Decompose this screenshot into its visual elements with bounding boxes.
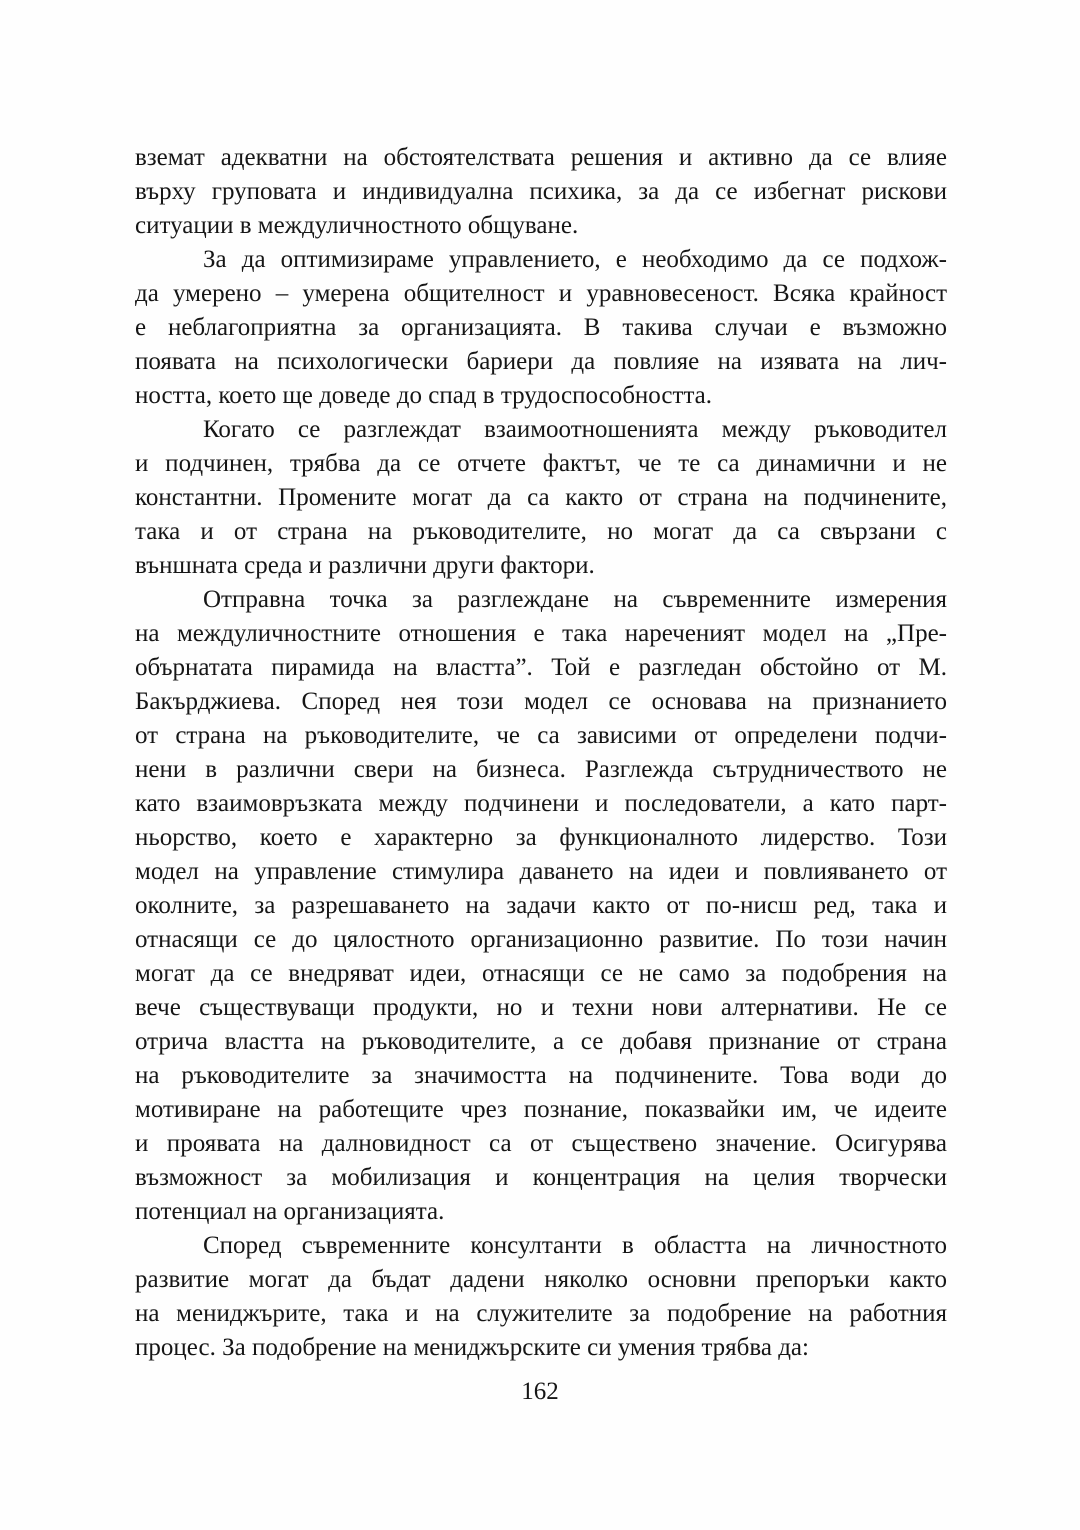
text-line: могат да се внедряват идеи, отнасящи се не само за подобрения на (135, 960, 947, 987)
text-line: процес. За подобрение на мениджърските си умения трябва да: (135, 1334, 809, 1361)
text-line: модел на управление стимулира даването на идеи и повлияването от (135, 858, 947, 885)
text-line: отрича властта на ръководителите, а се добавя признание от страна (135, 1028, 947, 1055)
text-line: ситуации в междуличностното общуване. (135, 212, 579, 239)
text-line: Отправна точка за разглеждане на съвременните измерения (203, 586, 947, 613)
text-line: Когато се разглеждат взаимоотношенията между ръководител (203, 416, 947, 443)
text-line: и подчинен, трябва да се отчете фактът, че те са динамични и не (135, 450, 947, 477)
text-line: потенциал на организацията. (135, 1198, 445, 1225)
text-line: вземат адекватни на обстоятелствата решения и активно да се влияе (135, 144, 947, 171)
text-line: появата на психологически бариери да повлияе на изявата на лич- (135, 348, 947, 375)
text-line: отнасящи се до цялостното организационно развитие. По този начин (135, 926, 947, 953)
text-line: е неблагоприятна за организацията. В такива случаи е възможно (135, 314, 947, 341)
text-line: развитие могат да бъдат дадени няколко основни препоръки както (135, 1266, 947, 1293)
text-line: от страна на ръководителите, че са зависими от определени подчи- (135, 722, 947, 749)
text-line: на ръководителите за значимостта на подчинените. Това води до (135, 1062, 947, 1089)
text-line: и проявата на далновидност са от съществено значение. Осигурява (135, 1130, 947, 1157)
text-block (135, 141, 947, 1365)
text-line: на мениджърите, така и на служителите за подобрение на работния (135, 1300, 947, 1327)
text-line: константни. Промените могат да са както от страна на подчинените, (135, 484, 947, 511)
text-line: на междуличностните отношения е така нареченият модел на „Пре- (135, 620, 947, 647)
page-number: 162 (521, 1378, 559, 1405)
text-line: Бакърджиева. Според нея този модел се основава на признанието (135, 688, 947, 715)
text-line: обърнатата пирамида на властта”. Той е разгледан обстойно от М. (135, 654, 947, 681)
text-line: ността, което ще доведе до спад в трудоспособността. (135, 382, 713, 409)
text-line: да умерено – умерена общителност и уравновесеност. Всяка крайност (135, 280, 947, 307)
text-line: За да оптимизираме управлението, е необходимо да се подхож- (203, 246, 947, 273)
text-line: Според съвременните консултанти в областта на личностното (203, 1232, 947, 1259)
text-line: върху груповата и индивидуална психика, за да се избегнат рискови (135, 178, 947, 205)
text-line: така и от страна на ръководителите, но могат да са свързани с (135, 518, 947, 545)
text-line: нени в различни свери на бизнеса. Разглежда сътрудничеството не (135, 756, 947, 783)
text-line: като взаимовръзката между подчинени и последователи, а като парт- (135, 790, 947, 817)
text-line: външната среда и различни други фактори. (135, 552, 595, 579)
text-line: вече съществуващи продукти, но и техни нови алтернативи. Не се (135, 994, 947, 1021)
text-line: ньорство, което е характерно за функционалното лидерство. Този (135, 824, 947, 851)
text-line: възможност за мобилизация и концентрация на целия творчески (135, 1164, 947, 1191)
text-line: околните, за разрешаването на задачи както от по-нисш ред, така и (135, 892, 947, 919)
text-line: мотивиране на работещите чрез познание, показвайки им, че идеите (135, 1096, 947, 1123)
